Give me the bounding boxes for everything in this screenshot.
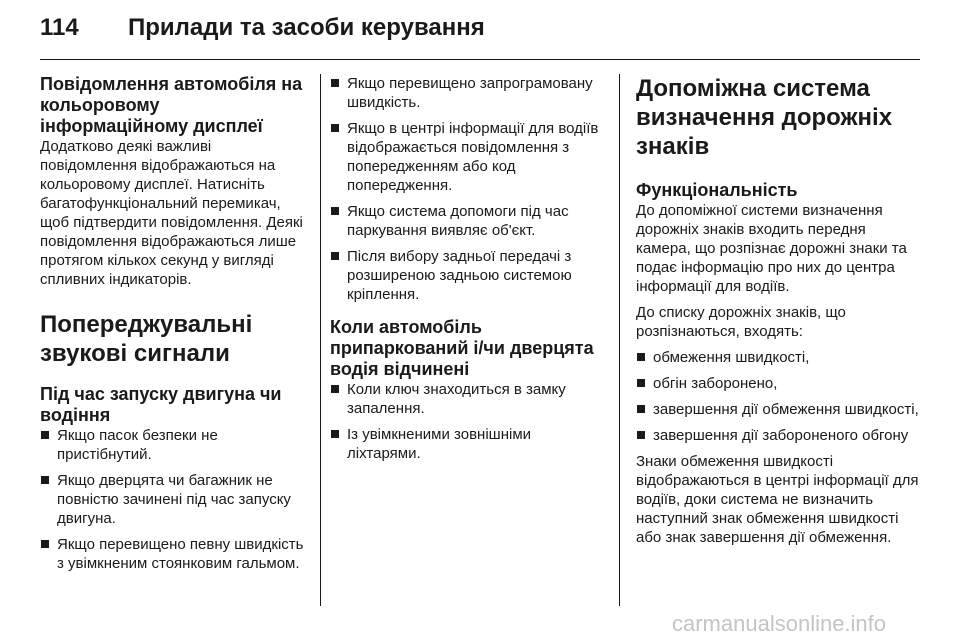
list-item: Якщо пасок безпеки не пристібнутий. [40,426,310,464]
list-item: Якщо в центрі інформації для водіїв відображається повідомлення з попередженням або код попередження. [330,119,602,195]
list-item: Після вибору задньої передачі з розширеною задньою системою кріплення. [330,247,602,304]
paragraph-functionality: До допоміжної системи визначення дорожніх знаків входить передня камера, що розпізнає дорожні знаки та подає інформацію про них до центра інформації для водіїв. [636,202,907,295]
section-title: Прилади та засоби керування [128,14,485,41]
list-item: обмеження швидкості, [636,348,920,367]
list-item: Коли ключ знаходиться в замку запалення. [330,380,602,418]
page-header [40,14,920,54]
heading-traffic-sign-assistant: Допоміжна система визначення дорожніх знаків [636,75,893,160]
list-recognized-signs [636,348,920,445]
paragraph-color-display: Додатково деякі важливі повідомлення відображаються на кольоровому дисплеї. Натисніть багатофункціональний перемикач, щоб підтвердити повідомлення. Деякі повідомлення відображаються лише протягом кількох секунд у вигляді спливних індикаторів. [40,138,303,288]
page-number: 114 [40,14,79,41]
list-item: Якщо перевищено певну швидкість з увімкненим стоянковим гальмом. [40,535,310,573]
paragraph-speed-limit: Знаки обмеження швидкості відображаються в центрі інформації для водіїв, доки система не визначить наступний знак обмеження швидкості або знак завершення дії обмеження. [636,453,919,546]
header-divider [40,59,920,60]
list-warning-continued [330,74,602,304]
column-divider-1 [320,74,321,606]
heading-vehicle-parked: Коли автомобіль припаркований і/чи дверцята водія відчинені [330,317,594,379]
list-item: Із увімкненими зовнішніми ліхтарями. [330,425,602,463]
list-item: Якщо дверцята чи багажник не повністю зачинені під час запуску двигуна. [40,471,310,528]
heading-functionality: Функціональність [636,180,798,200]
column-divider-2 [619,74,620,606]
list-vehicle-parked [330,380,602,463]
list-item: Якщо система допомоги під час паркування виявляє об'єкт. [330,202,602,240]
list-item: обгін заборонено, [636,374,920,393]
list-item: Якщо перевищено запрограмовану швидкість. [330,74,602,112]
heading-warning-chimes: Попереджувальні звукові сигнали [40,311,253,367]
column-right [636,74,920,547]
list-item: завершення дії обмеження швидкості, [636,400,920,419]
list-item: завершення дії забороненого обгону [636,426,920,445]
list-engine-start [40,426,310,573]
watermark-text: carmanualsonline.info [672,611,887,636]
column-middle [330,74,602,463]
heading-engine-start: Під час запуску двигуна чи водіння [40,384,282,425]
heading-color-display-messages: Повідомлення автомобіля на кольоровому інформаційному дисплеї [40,74,303,136]
column-left [40,74,310,573]
paragraph-list-intro: До списку дорожніх знаків, що розпізнаються, входять: [636,304,846,340]
